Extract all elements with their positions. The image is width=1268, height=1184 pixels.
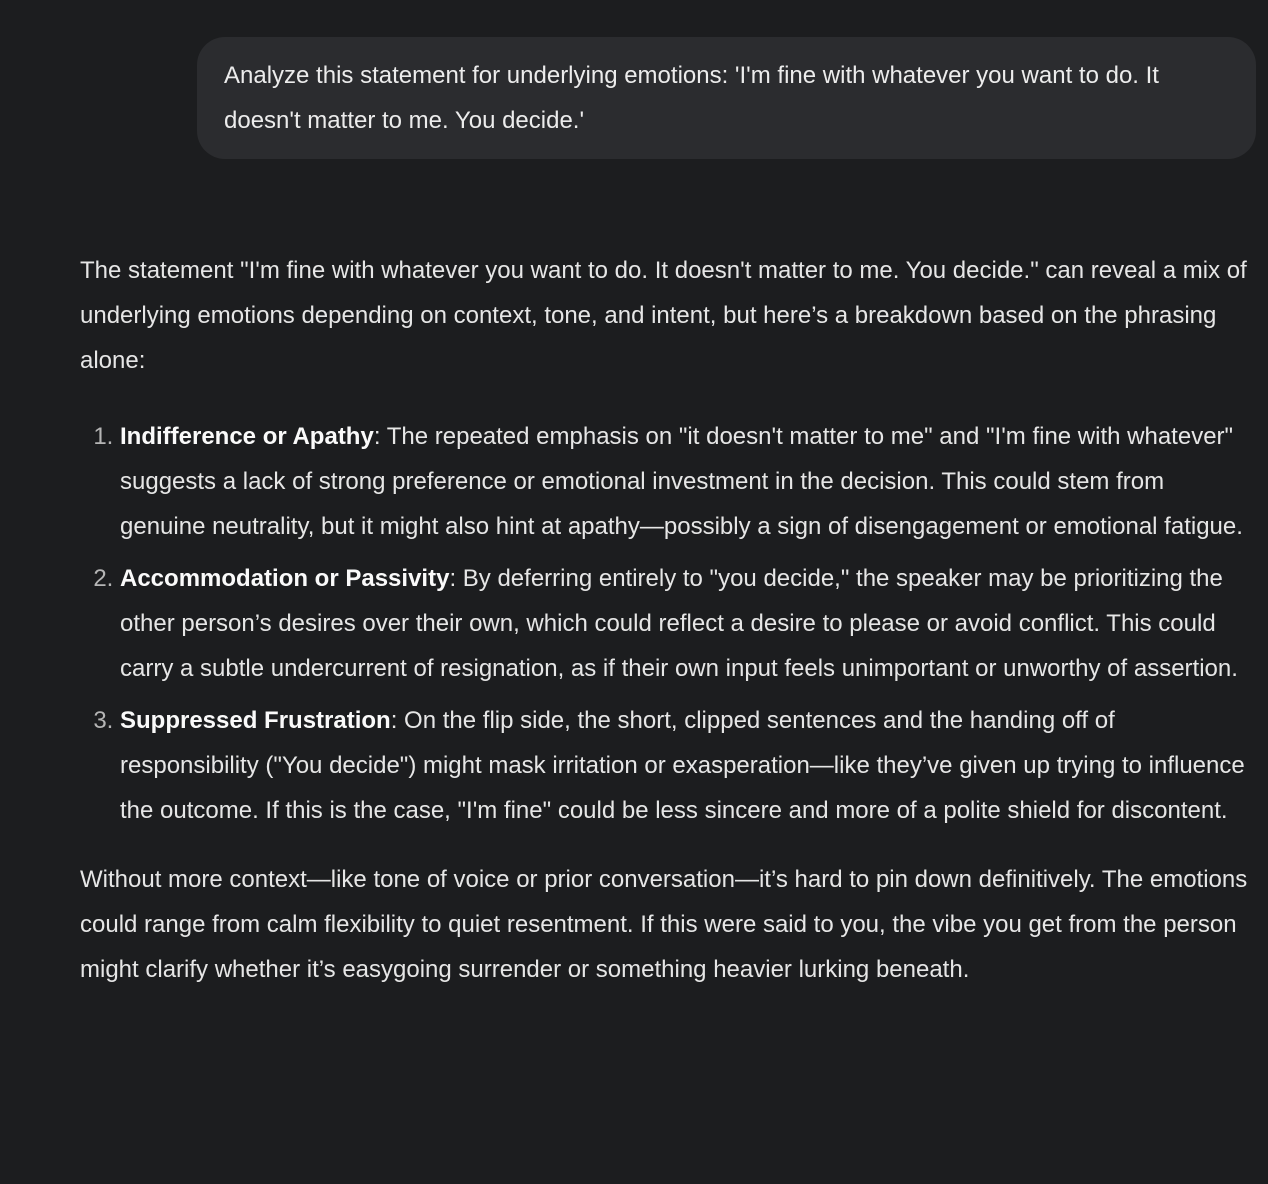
user-message-bubble	[197, 37, 1256, 159]
list-item	[120, 414, 1250, 549]
item-title: Suppressed Frustration	[120, 707, 391, 734]
item-title: Accommodation or Passivity	[120, 565, 450, 592]
item-text: : The repeated emphasis on "it doesn't matter to me" and "I'm fine with whatever" suggests a lack of strong preference or emotional investment in the decision. This could stem from genuine neutrality, but it might also hint at apathy—possibly a sign of disengagement or emotional fatigue.	[120, 423, 1243, 540]
user-message-text: Analyze this statement for underlying emotions: 'I'm fine with whatever you want to do. It doesn't matter to me. You decide.'	[224, 62, 1159, 134]
emotion-list	[80, 414, 1250, 833]
list-item	[120, 698, 1250, 833]
list-item	[120, 556, 1250, 691]
item-title: Indifference or Apathy	[120, 423, 374, 450]
item-text: : By deferring entirely to "you decide," the speaker may be prioritizing the other person’s desires over their own, which could reflect a desire to please or avoid conflict. This could carry a subtle undercurrent of resignation, as if their own input feels unimportant or unworthy of assertion.	[120, 565, 1238, 682]
assistant-closing: Without more context—like tone of voice or prior conversation—it’s hard to pin down definitively. The emotions could range from calm flexibility to quiet resentment. If this were said to you, the vibe you get from the person might clarify whether it’s easygoing surrender or something heavier lurking beneath.	[80, 866, 1248, 983]
assistant-intro: The statement "I'm fine with whatever you want to do. It doesn't matter to me. You decide." can reveal a mix of underlying emotions depending on context, tone, and intent, but here’s a breakdown based on the phrasing alone:	[80, 257, 1247, 374]
user-message	[197, 37, 1256, 159]
item-text: : On the flip side, the short, clipped sentences and the handing off of responsibility ("You decide") might mask irritation or exasperation—like they’ve given up trying to influence the outcome. If this is the case, "I'm fine" could be less sincere and more of a polite shield for discontent.	[120, 707, 1245, 824]
assistant-message	[80, 248, 1250, 992]
